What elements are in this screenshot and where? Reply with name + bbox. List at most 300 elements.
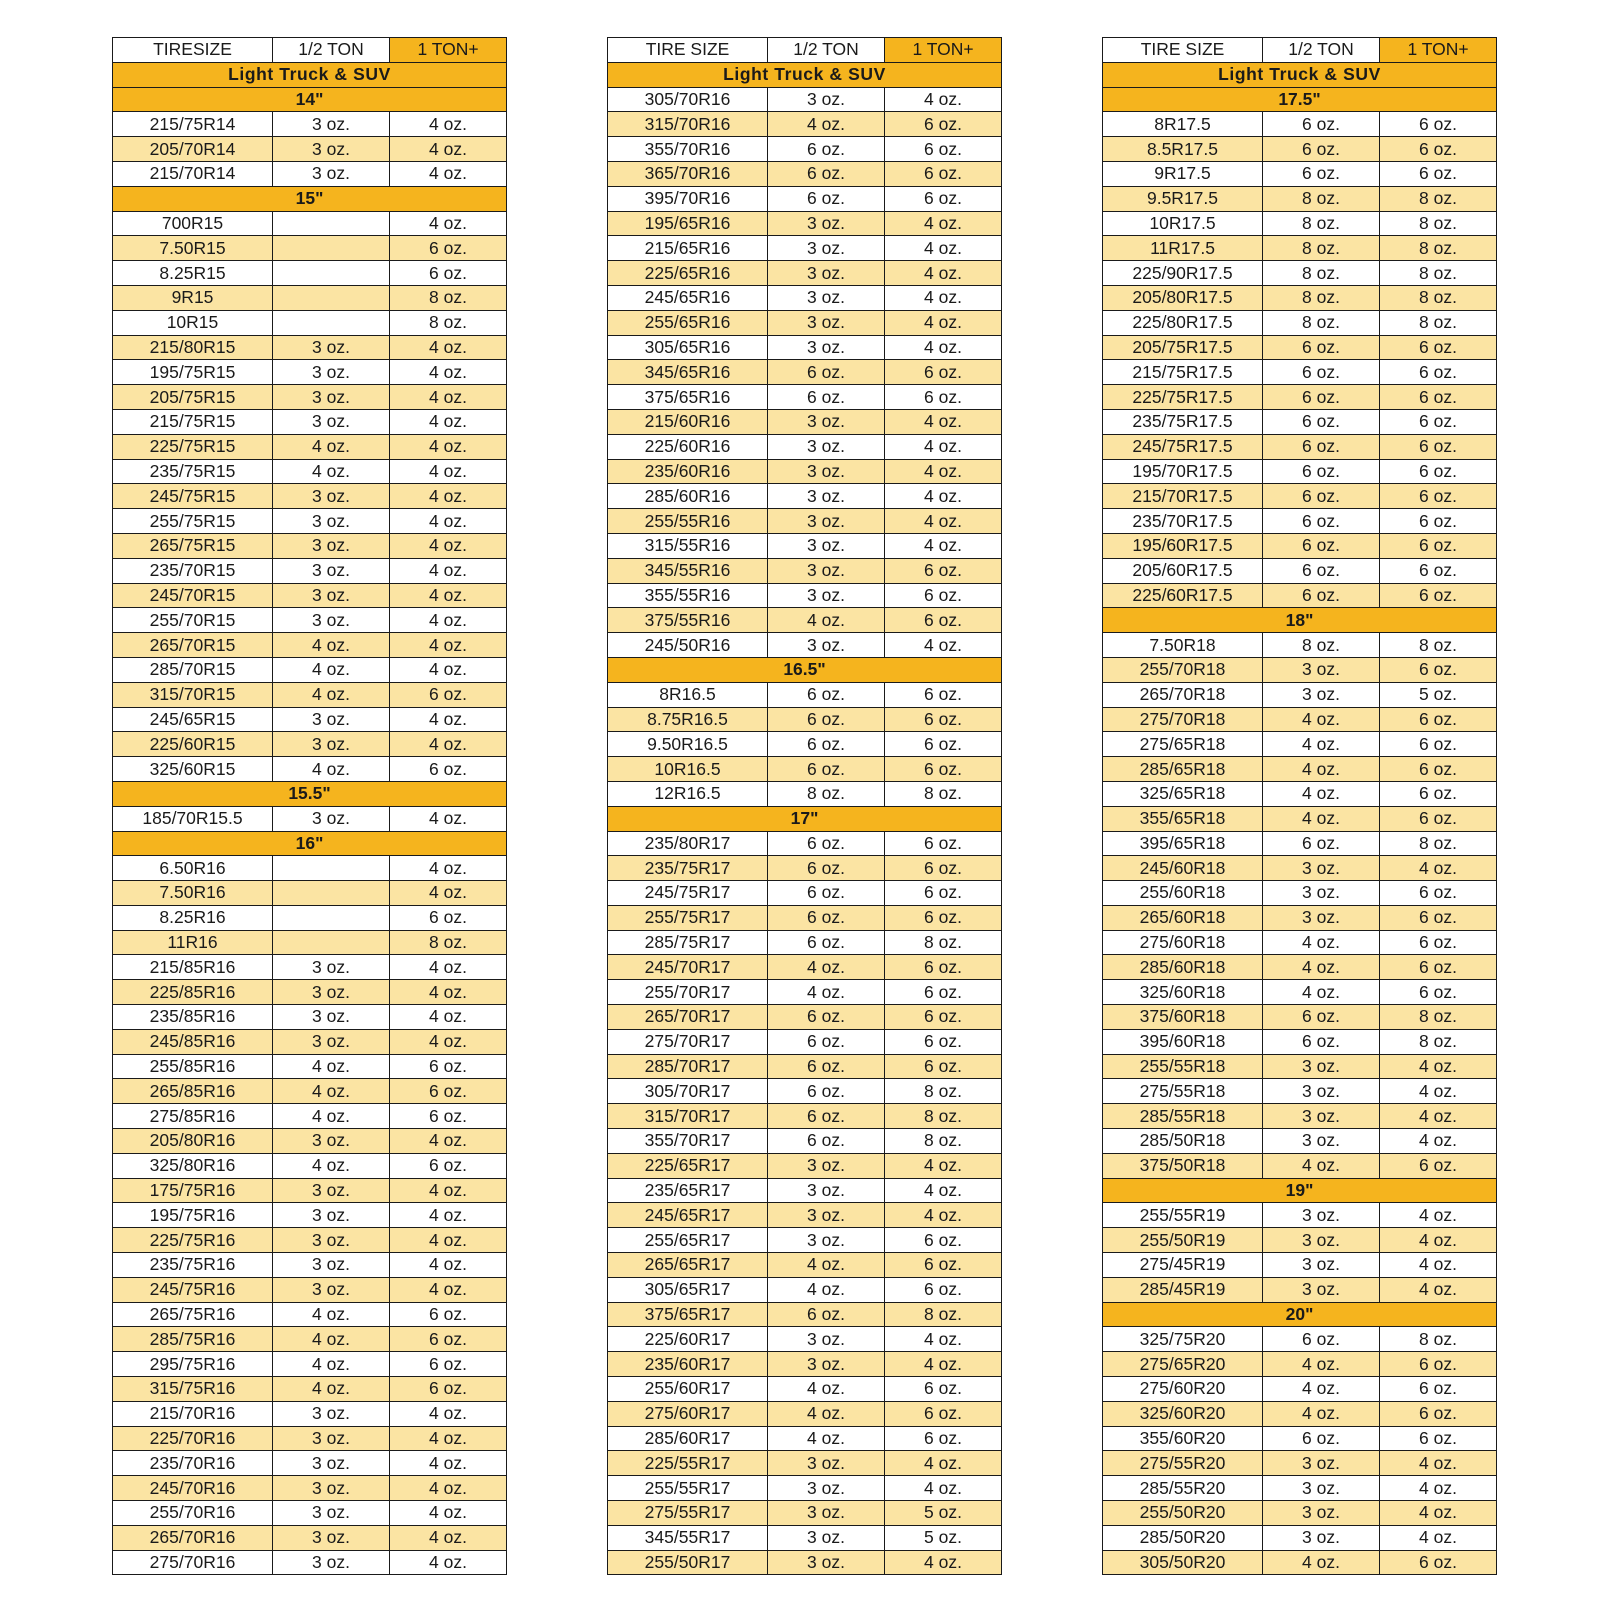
one-ton-cell: 6 oz. <box>1380 335 1497 360</box>
half-ton-cell: 3 oz. <box>273 608 390 633</box>
one-ton-cell: 4 oz. <box>390 732 507 757</box>
tire-size-cell: 295/75R16 <box>113 1352 273 1377</box>
table-row <box>113 1377 507 1402</box>
one-ton-cell: 6 oz. <box>1380 385 1497 410</box>
one-ton-cell: 8 oz. <box>885 1129 1002 1154</box>
table-row <box>1103 484 1497 509</box>
tire-size-cell: 285/60R16 <box>608 484 768 509</box>
table-row <box>1103 137 1497 162</box>
tire-size-cell: 285/65R18 <box>1103 757 1263 782</box>
table-row <box>608 757 1002 782</box>
half-ton-cell: 3 oz. <box>1263 1277 1380 1302</box>
table-row <box>113 211 507 236</box>
table-row <box>1103 1277 1497 1302</box>
half-ton-cell: 4 oz. <box>273 633 390 658</box>
one-ton-cell: 4 oz. <box>390 856 507 881</box>
half-ton-cell <box>273 856 390 881</box>
one-ton-cell: 4 oz. <box>1380 1253 1497 1278</box>
half-ton-cell: 3 oz. <box>768 484 885 509</box>
table-row <box>608 385 1002 410</box>
one-ton-cell: 6 oz. <box>1380 484 1497 509</box>
category-header-row <box>608 62 1002 87</box>
half-ton-cell: 6 oz. <box>768 161 885 186</box>
table-row <box>608 781 1002 806</box>
table-row <box>1103 980 1497 1005</box>
tire-size-cell: 285/55R20 <box>1103 1476 1263 1501</box>
half-ton-cell: 6 oz. <box>768 831 885 856</box>
table-row <box>608 881 1002 906</box>
one-ton-cell: 6 oz. <box>1380 1401 1497 1426</box>
tire-size-cell: 195/65R16 <box>608 211 768 236</box>
table-row <box>1103 161 1497 186</box>
table-row <box>113 1476 507 1501</box>
half-ton-cell: 3 oz. <box>1263 1203 1380 1228</box>
half-ton-cell: 3 oz. <box>273 955 390 980</box>
table-row <box>1103 211 1497 236</box>
half-ton-cell: 6 oz. <box>1263 533 1380 558</box>
table-row <box>608 707 1002 732</box>
one-ton-cell: 8 oz. <box>1380 236 1497 261</box>
tire-size-cell: 275/70R16 <box>113 1550 273 1575</box>
half-ton-cell: 4 oz. <box>1263 980 1380 1005</box>
tire-size-cell: 215/75R14 <box>113 112 273 137</box>
tire-size-cell: 225/60R16 <box>608 434 768 459</box>
tire-size-cell: 225/70R16 <box>113 1426 273 1451</box>
rim-size-section-row <box>1103 1178 1497 1203</box>
half-ton-cell: 4 oz. <box>273 1327 390 1352</box>
table-row <box>113 806 507 831</box>
tire-size-cell: 395/70R16 <box>608 186 768 211</box>
rim-size-section-row <box>1103 608 1497 633</box>
tire-size-cell: 285/45R19 <box>1103 1277 1263 1302</box>
tire-size-cell: 255/75R17 <box>608 905 768 930</box>
one-ton-cell: 4 oz. <box>885 310 1002 335</box>
one-ton-cell: 4 oz. <box>1380 1277 1497 1302</box>
one-ton-cell: 4 oz. <box>390 657 507 682</box>
one-ton-cell: 4 oz. <box>390 1228 507 1253</box>
table-row <box>608 1426 1002 1451</box>
tire-size-cell: 325/75R20 <box>1103 1327 1263 1352</box>
half-ton-cell: 4 oz. <box>768 1253 885 1278</box>
category-label: Light Truck & SUV <box>1103 62 1497 87</box>
tire-size-cell: 285/75R17 <box>608 930 768 955</box>
one-ton-cell: 4 oz. <box>1380 1203 1497 1228</box>
half-ton-cell: 3 oz. <box>1263 1501 1380 1526</box>
table-row <box>608 161 1002 186</box>
half-ton-cell: 3 oz. <box>768 633 885 658</box>
tire-size-cell: 275/60R17 <box>608 1401 768 1426</box>
tire-size-cell: 235/85R16 <box>113 1005 273 1030</box>
half-ton-cell: 4 oz. <box>273 1377 390 1402</box>
half-ton-cell: 3 oz. <box>273 1401 390 1426</box>
tire-size-table-3 <box>1102 37 1497 1575</box>
table-row <box>608 112 1002 137</box>
half-ton-cell: 6 oz. <box>1263 583 1380 608</box>
half-ton-cell: 3 oz. <box>273 360 390 385</box>
half-ton-cell: 6 oz. <box>768 905 885 930</box>
tire-size-cell: 9R15 <box>113 285 273 310</box>
table-row <box>1103 186 1497 211</box>
header-half-ton: 1/2 TON <box>1263 38 1380 63</box>
half-ton-cell: 4 oz. <box>273 1104 390 1129</box>
half-ton-cell: 4 oz. <box>768 1401 885 1426</box>
tire-size-cell: 275/45R19 <box>1103 1253 1263 1278</box>
half-ton-cell: 3 oz. <box>273 980 390 1005</box>
half-ton-cell: 3 oz. <box>768 236 885 261</box>
tire-size-cell: 195/60R17.5 <box>1103 533 1263 558</box>
table-row <box>113 360 507 385</box>
one-ton-cell: 6 oz. <box>885 583 1002 608</box>
one-ton-cell: 6 oz. <box>390 1079 507 1104</box>
one-ton-cell: 6 oz. <box>885 732 1002 757</box>
one-ton-cell: 8 oz. <box>1380 285 1497 310</box>
table-row <box>113 236 507 261</box>
tire-size-cell: 245/65R15 <box>113 707 273 732</box>
table-row <box>1103 806 1497 831</box>
half-ton-cell: 4 oz. <box>1263 781 1380 806</box>
half-ton-cell: 8 oz. <box>768 781 885 806</box>
one-ton-cell: 4 oz. <box>885 211 1002 236</box>
tire-size-cell: 305/70R17 <box>608 1079 768 1104</box>
table-row <box>608 1302 1002 1327</box>
tire-size-cell: 235/75R17.5 <box>1103 409 1263 434</box>
one-ton-cell: 4 oz. <box>885 1153 1002 1178</box>
one-ton-cell: 6 oz. <box>390 1377 507 1402</box>
table-header-row <box>1103 38 1497 63</box>
table-row <box>608 261 1002 286</box>
header-one-ton: 1 TON+ <box>1380 38 1497 63</box>
tire-size-cell: 205/60R17.5 <box>1103 558 1263 583</box>
one-ton-cell: 6 oz. <box>885 112 1002 137</box>
one-ton-cell: 4 oz. <box>1380 1129 1497 1154</box>
table-row <box>608 236 1002 261</box>
table-row <box>113 1005 507 1030</box>
one-ton-cell: 6 oz. <box>885 757 1002 782</box>
header-half-ton: 1/2 TON <box>768 38 885 63</box>
one-ton-cell: 6 oz. <box>885 980 1002 1005</box>
table-row <box>1103 1203 1497 1228</box>
table-row <box>1103 1253 1497 1278</box>
half-ton-cell: 3 oz. <box>1263 1079 1380 1104</box>
tire-size-cell: 305/65R17 <box>608 1277 768 1302</box>
table-row <box>113 930 507 955</box>
tire-size-cell: 255/55R18 <box>1103 1054 1263 1079</box>
table-row <box>608 732 1002 757</box>
header-one-ton: 1 TON+ <box>390 38 507 63</box>
half-ton-cell: 3 oz. <box>1263 881 1380 906</box>
one-ton-cell: 4 oz. <box>390 335 507 360</box>
one-ton-cell: 6 oz. <box>1380 905 1497 930</box>
half-ton-cell: 3 oz. <box>273 1178 390 1203</box>
half-ton-cell: 3 oz. <box>1263 856 1380 881</box>
table-row <box>113 1203 507 1228</box>
one-ton-cell: 6 oz. <box>1380 161 1497 186</box>
category-label: Light Truck & SUV <box>608 62 1002 87</box>
half-ton-cell: 4 oz. <box>1263 757 1380 782</box>
half-ton-cell: 3 oz. <box>273 1253 390 1278</box>
table-row <box>1103 1451 1497 1476</box>
tire-size-cell: 265/65R17 <box>608 1253 768 1278</box>
one-ton-cell: 4 oz. <box>390 1550 507 1575</box>
half-ton-cell: 6 oz. <box>768 1029 885 1054</box>
half-ton-cell: 6 oz. <box>768 732 885 757</box>
table-row <box>608 1327 1002 1352</box>
one-ton-cell: 4 oz. <box>1380 856 1497 881</box>
tire-size-cell: 245/75R17.5 <box>1103 434 1263 459</box>
tire-size-cell: 245/75R17 <box>608 881 768 906</box>
half-ton-cell: 4 oz. <box>273 459 390 484</box>
half-ton-cell: 3 oz. <box>1263 1253 1380 1278</box>
table-row <box>113 707 507 732</box>
tire-size-cell: 8.25R15 <box>113 261 273 286</box>
tire-size-cell: 9.5R17.5 <box>1103 186 1263 211</box>
table-row <box>1103 385 1497 410</box>
tire-size-cell: 355/70R17 <box>608 1129 768 1154</box>
half-ton-cell: 6 oz. <box>768 1302 885 1327</box>
table-row <box>608 1377 1002 1402</box>
half-ton-cell: 4 oz. <box>768 955 885 980</box>
rim-size-section-row <box>113 186 507 211</box>
table-row <box>608 1525 1002 1550</box>
half-ton-cell: 6 oz. <box>768 856 885 881</box>
tire-size-cell: 255/55R19 <box>1103 1203 1263 1228</box>
one-ton-cell: 6 oz. <box>1380 806 1497 831</box>
half-ton-cell: 6 oz. <box>768 682 885 707</box>
one-ton-cell: 8 oz. <box>390 285 507 310</box>
tire-size-cell: 700R15 <box>113 211 273 236</box>
tire-size-cell: 355/65R18 <box>1103 806 1263 831</box>
half-ton-cell: 6 oz. <box>1263 385 1380 410</box>
tire-size-cell: 305/65R16 <box>608 335 768 360</box>
table-row <box>113 1178 507 1203</box>
tire-size-cell: 395/65R18 <box>1103 831 1263 856</box>
half-ton-cell: 3 oz. <box>1263 682 1380 707</box>
one-ton-cell: 4 oz. <box>390 409 507 434</box>
one-ton-cell: 6 oz. <box>1380 112 1497 137</box>
table-row <box>1103 558 1497 583</box>
tire-size-cell: 255/60R18 <box>1103 881 1263 906</box>
one-ton-cell: 4 oz. <box>390 806 507 831</box>
half-ton-cell: 3 oz. <box>273 1426 390 1451</box>
tire-size-cell: 265/70R15 <box>113 633 273 658</box>
half-ton-cell: 3 oz. <box>768 1550 885 1575</box>
table-row <box>113 1550 507 1575</box>
one-ton-cell: 6 oz. <box>1380 881 1497 906</box>
rim-size-label: 16.5" <box>608 657 1002 682</box>
table-row <box>608 955 1002 980</box>
half-ton-cell <box>273 930 390 955</box>
one-ton-cell: 6 oz. <box>885 831 1002 856</box>
one-ton-cell: 4 oz. <box>1380 1476 1497 1501</box>
tire-size-cell: 10R17.5 <box>1103 211 1263 236</box>
table-row <box>113 633 507 658</box>
half-ton-cell: 3 oz. <box>273 583 390 608</box>
half-ton-cell: 3 oz. <box>273 335 390 360</box>
half-ton-cell: 3 oz. <box>768 285 885 310</box>
tire-size-cell: 275/85R16 <box>113 1104 273 1129</box>
table-row <box>1103 633 1497 658</box>
rim-size-section-row <box>608 806 1002 831</box>
table-row <box>1103 434 1497 459</box>
one-ton-cell: 4 oz. <box>885 434 1002 459</box>
tire-size-cell: 275/55R20 <box>1103 1451 1263 1476</box>
one-ton-cell: 4 oz. <box>885 1451 1002 1476</box>
tire-size-cell: 345/55R17 <box>608 1525 768 1550</box>
table-row <box>1103 657 1497 682</box>
one-ton-cell: 4 oz. <box>390 360 507 385</box>
tire-size-cell: 9R17.5 <box>1103 161 1263 186</box>
tire-size-cell: 245/70R15 <box>113 583 273 608</box>
one-ton-cell: 6 oz. <box>390 1054 507 1079</box>
one-ton-cell: 6 oz. <box>1380 1426 1497 1451</box>
one-ton-cell: 4 oz. <box>390 385 507 410</box>
table-row <box>608 1129 1002 1154</box>
half-ton-cell: 4 oz. <box>1263 1377 1380 1402</box>
tire-size-cell: 325/60R18 <box>1103 980 1263 1005</box>
one-ton-cell: 4 oz. <box>390 1005 507 1030</box>
table-row <box>608 1203 1002 1228</box>
table-row <box>1103 1377 1497 1402</box>
rim-size-label: 20" <box>1103 1302 1497 1327</box>
table-row <box>1103 1501 1497 1526</box>
table-row <box>1103 459 1497 484</box>
table-row <box>1103 856 1497 881</box>
header-tire-size: TIRE SIZE <box>608 38 768 63</box>
tire-size-cell: 355/60R20 <box>1103 1426 1263 1451</box>
tire-size-cell: 275/65R18 <box>1103 732 1263 757</box>
tire-size-cell: 345/65R16 <box>608 360 768 385</box>
tire-size-cell: 11R16 <box>113 930 273 955</box>
half-ton-cell: 3 oz. <box>273 1501 390 1526</box>
table-row <box>1103 930 1497 955</box>
tire-size-cell: 10R16.5 <box>608 757 768 782</box>
tire-size-cell: 255/50R19 <box>1103 1228 1263 1253</box>
table-row <box>1103 1129 1497 1154</box>
table-row <box>1103 112 1497 137</box>
one-ton-cell: 6 oz. <box>885 905 1002 930</box>
tire-size-cell: 225/60R15 <box>113 732 273 757</box>
table-row <box>608 608 1002 633</box>
half-ton-cell: 6 oz. <box>768 757 885 782</box>
table-row <box>608 533 1002 558</box>
table-row <box>113 285 507 310</box>
tire-size-cell: 255/65R16 <box>608 310 768 335</box>
tire-size-cell: 275/55R17 <box>608 1501 768 1526</box>
one-ton-cell: 4 oz. <box>1380 1228 1497 1253</box>
table-row <box>608 1401 1002 1426</box>
table-row <box>608 980 1002 1005</box>
half-ton-cell: 6 oz. <box>1263 509 1380 534</box>
one-ton-cell: 6 oz. <box>390 1302 507 1327</box>
half-ton-cell: 3 oz. <box>1263 905 1380 930</box>
one-ton-cell: 8 oz. <box>1380 633 1497 658</box>
tire-size-cell: 255/70R18 <box>1103 657 1263 682</box>
one-ton-cell: 4 oz. <box>390 112 507 137</box>
half-ton-cell: 6 oz. <box>1263 831 1380 856</box>
one-ton-cell: 8 oz. <box>885 930 1002 955</box>
tire-size-cell: 235/75R15 <box>113 459 273 484</box>
tire-size-cell: 285/70R15 <box>113 657 273 682</box>
table-row <box>608 856 1002 881</box>
half-ton-cell: 3 oz. <box>768 1451 885 1476</box>
table-row <box>1103 1525 1497 1550</box>
half-ton-cell: 8 oz. <box>1263 186 1380 211</box>
half-ton-cell: 3 oz. <box>273 558 390 583</box>
one-ton-cell: 8 oz. <box>1380 261 1497 286</box>
half-ton-cell: 6 oz. <box>1263 335 1380 360</box>
tire-size-cell: 255/65R17 <box>608 1228 768 1253</box>
rim-size-section-row <box>113 87 507 112</box>
one-ton-cell: 6 oz. <box>1380 360 1497 385</box>
table-row <box>608 1178 1002 1203</box>
table-row <box>113 1153 507 1178</box>
half-ton-cell: 6 oz. <box>768 930 885 955</box>
rim-size-label: 15" <box>113 186 507 211</box>
one-ton-cell: 4 oz. <box>885 285 1002 310</box>
tire-size-cell: 375/55R16 <box>608 608 768 633</box>
table-row <box>608 1005 1002 1030</box>
header-half-ton: 1/2 TON <box>273 38 390 63</box>
one-ton-cell: 4 oz. <box>390 484 507 509</box>
half-ton-cell: 3 oz. <box>273 732 390 757</box>
half-ton-cell: 6 oz. <box>1263 558 1380 583</box>
tire-size-table-1 <box>112 37 507 1575</box>
table-row <box>608 87 1002 112</box>
table-row <box>113 657 507 682</box>
one-ton-cell: 8 oz. <box>1380 831 1497 856</box>
one-ton-cell: 6 oz. <box>390 1352 507 1377</box>
half-ton-cell: 8 oz. <box>1263 236 1380 261</box>
half-ton-cell: 3 oz. <box>768 1228 885 1253</box>
one-ton-cell: 4 oz. <box>885 1550 1002 1575</box>
one-ton-cell: 6 oz. <box>885 385 1002 410</box>
table-row <box>113 583 507 608</box>
table-row <box>608 633 1002 658</box>
half-ton-cell: 6 oz. <box>1263 459 1380 484</box>
one-ton-cell: 4 oz. <box>885 459 1002 484</box>
table-row <box>608 285 1002 310</box>
tire-size-cell: 245/75R16 <box>113 1277 273 1302</box>
table-row <box>1103 1153 1497 1178</box>
category-label: Light Truck & SUV <box>113 62 507 87</box>
one-ton-cell: 8 oz. <box>1380 310 1497 335</box>
half-ton-cell <box>273 905 390 930</box>
half-ton-cell: 6 oz. <box>1263 112 1380 137</box>
tire-size-cell: 325/60R15 <box>113 757 273 782</box>
header-tire-size: TIRE SIZE <box>1103 38 1263 63</box>
tire-size-cell: 245/75R15 <box>113 484 273 509</box>
one-ton-cell: 4 oz. <box>390 1253 507 1278</box>
one-ton-cell: 6 oz. <box>390 682 507 707</box>
half-ton-cell: 4 oz. <box>1263 806 1380 831</box>
one-ton-cell: 4 oz. <box>390 161 507 186</box>
tire-size-cell: 255/55R16 <box>608 509 768 534</box>
table-row <box>113 1029 507 1054</box>
tire-size-cell: 375/65R16 <box>608 385 768 410</box>
one-ton-cell: 6 oz. <box>885 608 1002 633</box>
half-ton-cell: 8 oz. <box>1263 211 1380 236</box>
table-row <box>113 484 507 509</box>
table-row <box>113 1104 507 1129</box>
one-ton-cell: 6 oz. <box>1380 558 1497 583</box>
tire-size-cell: 315/70R16 <box>608 112 768 137</box>
half-ton-cell: 6 oz. <box>768 137 885 162</box>
tire-size-cell: 265/75R15 <box>113 533 273 558</box>
tire-size-cell: 7.50R18 <box>1103 633 1263 658</box>
one-ton-cell: 8 oz. <box>885 1104 1002 1129</box>
half-ton-cell: 3 oz. <box>273 1228 390 1253</box>
tire-size-cell: 245/65R16 <box>608 285 768 310</box>
